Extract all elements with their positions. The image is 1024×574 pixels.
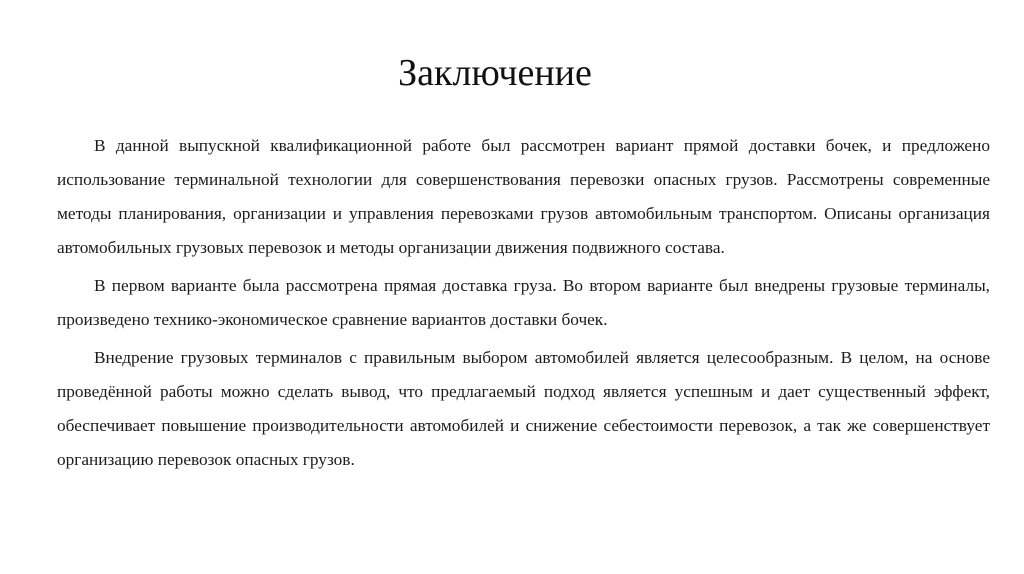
paragraph-1: В данной выпускной квалификационной работе был рассмотрен вариант прямой доставки бочек, и предложено использование терминальной технологии для совершенствования перевозки опасных грузов. Рассмотрены современные методы планирования, организации и управления перевозками грузов автомобильным транспортом. Описаны организация автомобильных грузовых перевозок и методы организации движения подвижного состава. [57,136,990,257]
slide-body [57,129,990,477]
paragraph-2: В первом варианте была рассмотрена прямая доставка груза. Во втором варианте был внедрены грузовые терминалы, произведено технико-экономическое сравнение вариантов доставки бочек. [57,276,990,329]
slide-title: Заключение [398,52,592,94]
paragraph-3: Внедрение грузовых терминалов с правильным выбором автомобилей является целесообразным. В целом, на основе проведённой работы можно сделать вывод, что предлагаемый подход является успешным и дает существенный эффект, обеспечивает повышение производительности автомобилей и снижение себестоимости перевозок, а так же совершенствует организацию перевозок опасных грузов. [57,348,990,469]
